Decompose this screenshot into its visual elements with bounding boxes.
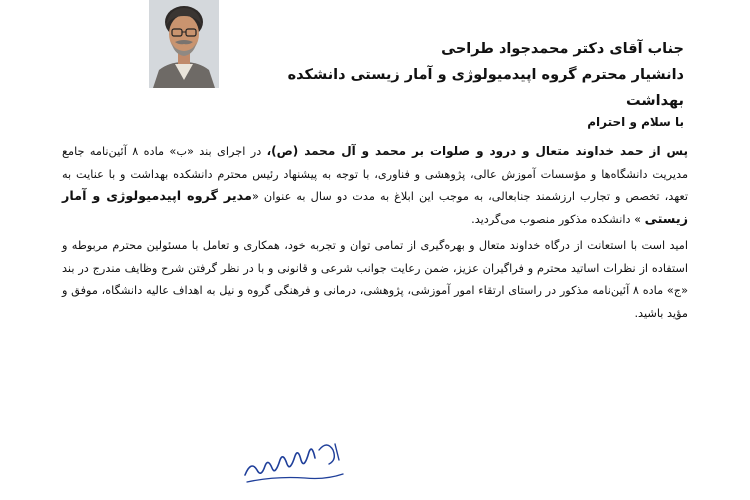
person-icon xyxy=(149,0,219,88)
handwritten-signature-icon xyxy=(235,430,355,490)
recipient-name: جناب آقای دکتر محمدجواد طراحی xyxy=(441,41,684,57)
paragraph-appointment xyxy=(62,140,688,231)
portrait-photo xyxy=(149,0,219,88)
letter-body xyxy=(62,140,688,325)
recipient-position: دانشیار محترم گروه اپیدمیولوژی و آمار زیستی دانشکده بهداشت xyxy=(287,67,684,109)
paragraph-text-b: » دانشکده مذکور منصوب می‌گردید. xyxy=(471,212,645,226)
paragraph-lead: پس از حمد خداوند متعال و درود و صلوات بر محمد و آل محمد (ص)، xyxy=(266,144,688,158)
appointment-title: مدیر گروه اپیدمیولوژی و آمار زیستی xyxy=(62,189,688,227)
recipient-header xyxy=(264,36,684,114)
paragraph-wishes: امید است با استعانت از درگاه خداوند متعال و بهره‌گیری از تمامی توان و تجربه خود، همکاری و تعامل با مسئولین محترم مربوطه و استفاده از نظرات اساتید محترم و فراگیران عزیز، ضمن رعایت جوانب شرعی و قانونی و با در نظر گرفتن شرح وظایف مندرج در بند «ج» ماده ۸ آئین‌نامه مذکور در راستای ارتقاء امور آموزشی، پژوهشی، درمانی و فرهنگی گروه و نیل به اهداف عالیه دانشگاه، موفق و مؤید باشید. xyxy=(62,239,688,320)
paragraph-text-a: در اجرای بند «ب» ماده ۸ آئین‌نامه جامع مدیریت دانشگاه‌ها و مؤسسات آموزش عالی، پژوهشی و فناوری، با توجه به پیشنهاد رئیس محترم دانشکده بهداشت و با عنایت به تعهد، تخصص و تجارب ارزشمند جنابعالی، به موجب این ابلاغ به مدت دو سال به عنوان « xyxy=(62,145,688,203)
signature xyxy=(235,430,355,490)
greeting: با سلام و احترام xyxy=(587,115,684,129)
